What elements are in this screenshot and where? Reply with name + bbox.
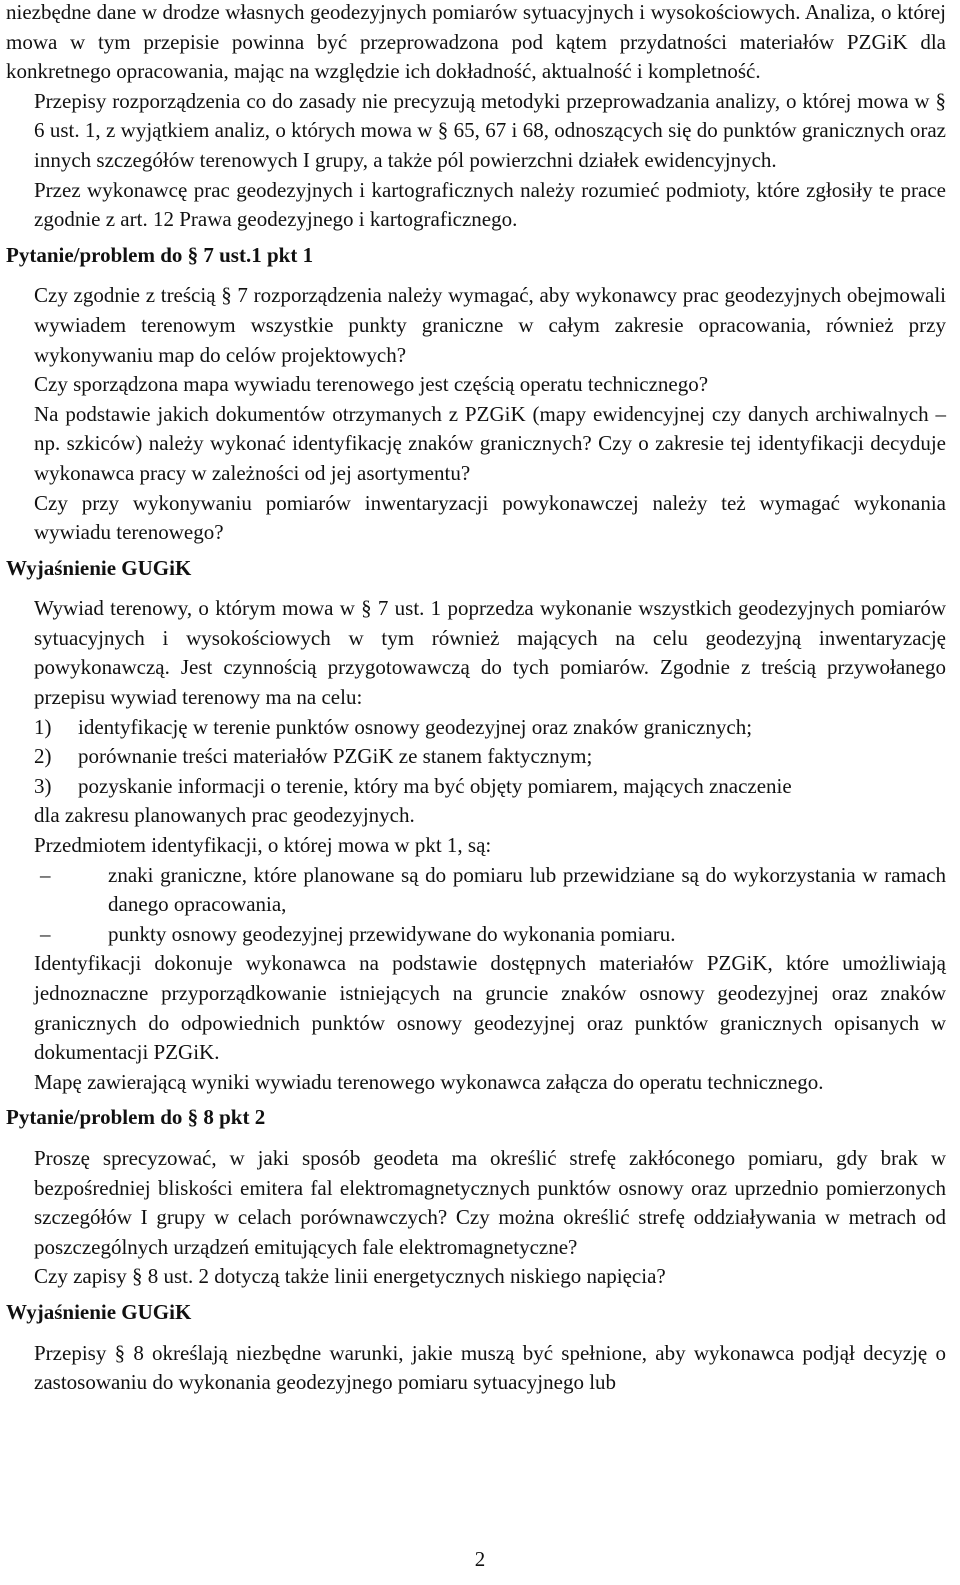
section-heading: Pytanie/problem do § 8 pkt 2	[6, 1105, 266, 1130]
section-heading: Pytanie/problem do § 7 ust.1 pkt 1	[6, 242, 314, 267]
answer-paragraph: Wywiad terenowy, o którym mowa w § 7 ust. 1 poprzedza wykonanie wszystkich geodezyjnych pomiarów sytuacyjnych i wysokościowych w tym również mających na celu geodezyjną inwentaryzację powykonawczą. Jest czynnością przygotowawczą do tych pomiarów. Zgodnie z treścią przywołanego przepisu wywiad terenowy ma na celu:	[34, 596, 946, 710]
dash-list-item	[34, 920, 946, 950]
list-item	[34, 713, 946, 743]
question-paragraph: Na podstawie jakich dokumentów otrzymanych z PZGiK (mapy ewidencyjnej czy danych archiwalnych – np. szkiców) należy wykonać identyfikację znaków granicznych? Czy o zakresie tej identyfikacji decyduje wykonawca pracy w zależności od jej asortymentu?	[34, 401, 946, 485]
intro-paragraph: Przez wykonawcę prac geodezyjnych i kartograficznych należy rozumieć podmioty, które zgłosiły te prace zgodnie z art. 12 Prawa geodezyjnego i kartograficznego.	[34, 177, 946, 232]
list-text: identyfikację w terenie punktów osnowy geodezyjnej oraz znaków granicznych;	[78, 714, 753, 739]
text-column	[6, 0, 946, 1398]
list-number: 2)	[34, 744, 52, 769]
dash-list-item	[34, 861, 946, 920]
question-paragraph: Proszę sprecyzować, w jaki sposób geodeta ma określić strefę zakłóconego pomiaru, gdy brak w bezpośredniej bliskości emitera fal elektromagnetycznych punktów osnowy oraz uprzednio pomierzonych szczegółów I grupy w celach porównawczych? Czy można określić strefę oddziaływania w metrach od poszczególnych urządzeń emitujących fale elektromagnetyczne?	[34, 1145, 946, 1259]
dash-mark: –	[40, 921, 51, 946]
list-text: porównanie treści materiałów PZGiK ze stanem faktycznym;	[78, 744, 593, 769]
list-item	[34, 742, 946, 772]
answer-paragraph: Identyfikacji dokonuje wykonawca na podstawie dostępnych materiałów PZGiK, które umożliwiają jednoznaczne przyporządkowanie istniejących na gruncie znaków osnowy geodezyjnej oraz znaków granicznych do odpowiednich punktów osnowy geodezyjnej oraz punktów granicznych opisanych w dokumentacji PZGiK.	[34, 951, 946, 1065]
list-number: 1)	[34, 714, 52, 739]
question-paragraph: Czy przy wykonywaniu pomiarów inwentaryzacji powykonawczej należy też wymagać wykonania wywiadu terenowego?	[34, 490, 946, 545]
question-paragraph: Czy zgodnie z treścią § 7 rozporządzenia należy wymagać, aby wykonawcy prac geodezyjnych obejmowali wywiadem terenowym wszystkie punkty graniczne w całym zakresie opracowania, również przy wykonywaniu map do celów projektowych?	[34, 283, 946, 367]
answer-paragraph: Przepisy § 8 określają niezbędne warunki, jakie muszą być spełnione, aby wykonawca podjął decyzję o zastosowaniu do wykonania geodezyjnego pomiaru sytuacyjnego lub	[34, 1340, 946, 1395]
list-item	[34, 772, 946, 802]
list-number: 3)	[34, 773, 52, 798]
dash-mark: –	[40, 862, 51, 887]
explanation-heading: Wyjaśnienie GUGiK	[6, 1299, 192, 1324]
intro-paragraph: Przepisy rozporządzenia co do zasady nie precyzują metodyki przeprowadzania analizy, o której mowa w § 6 ust. 1, z wyjątkiem analiz, o których mowa w § 65, 67 i 68, odnoszących się do punktów granicznych oraz innych szczegółów terenowych I grupy, a także pól powierzchni działek ewidencyjnych.	[34, 88, 946, 172]
explanation-heading: Wyjaśnienie GUGiK	[6, 555, 192, 580]
intro-paragraph: niezbędne dane w drodze własnych geodezyjnych pomiarów sytuacyjnych i wysokościowych. Analiza, o której mowa w tym przepisie powinna być przeprowadzona pod kątem przydatności materiałów PZGiK dla konkretnego opracowania, mając na względzie ich dokładność, aktualność i kompletność.	[6, 0, 946, 84]
page-number: 2	[474, 1547, 486, 1571]
list-text: pozyskanie informacji o terenie, który ma być objęty pomiarem, mających znaczenie	[78, 773, 792, 798]
question-paragraph: Czy sporządzona mapa wywiadu terenowego jest częścią operatu technicznego?	[34, 372, 709, 397]
answer-paragraph: Mapę zawierającą wyniki wywiadu terenowego wykonawca załącza do operatu technicznego.	[34, 1069, 824, 1094]
dash-text: znaki graniczne, które planowane są do pomiaru lub przewidziane są do wykorzystania w ramach danego opracowania,	[108, 862, 946, 917]
question-paragraph: Czy zapisy § 8 ust. 2 dotyczą także linii energetycznych niskiego napięcia?	[34, 1264, 666, 1289]
list-continuation: dla zakresu planowanych prac geodezyjnych.	[34, 803, 415, 828]
answer-paragraph: Przedmiotem identyfikacji, o której mowa w pkt 1, są:	[34, 833, 492, 858]
dash-text: punkty osnowy geodezyjnej przewidywane do wykonania pomiaru.	[108, 921, 676, 946]
